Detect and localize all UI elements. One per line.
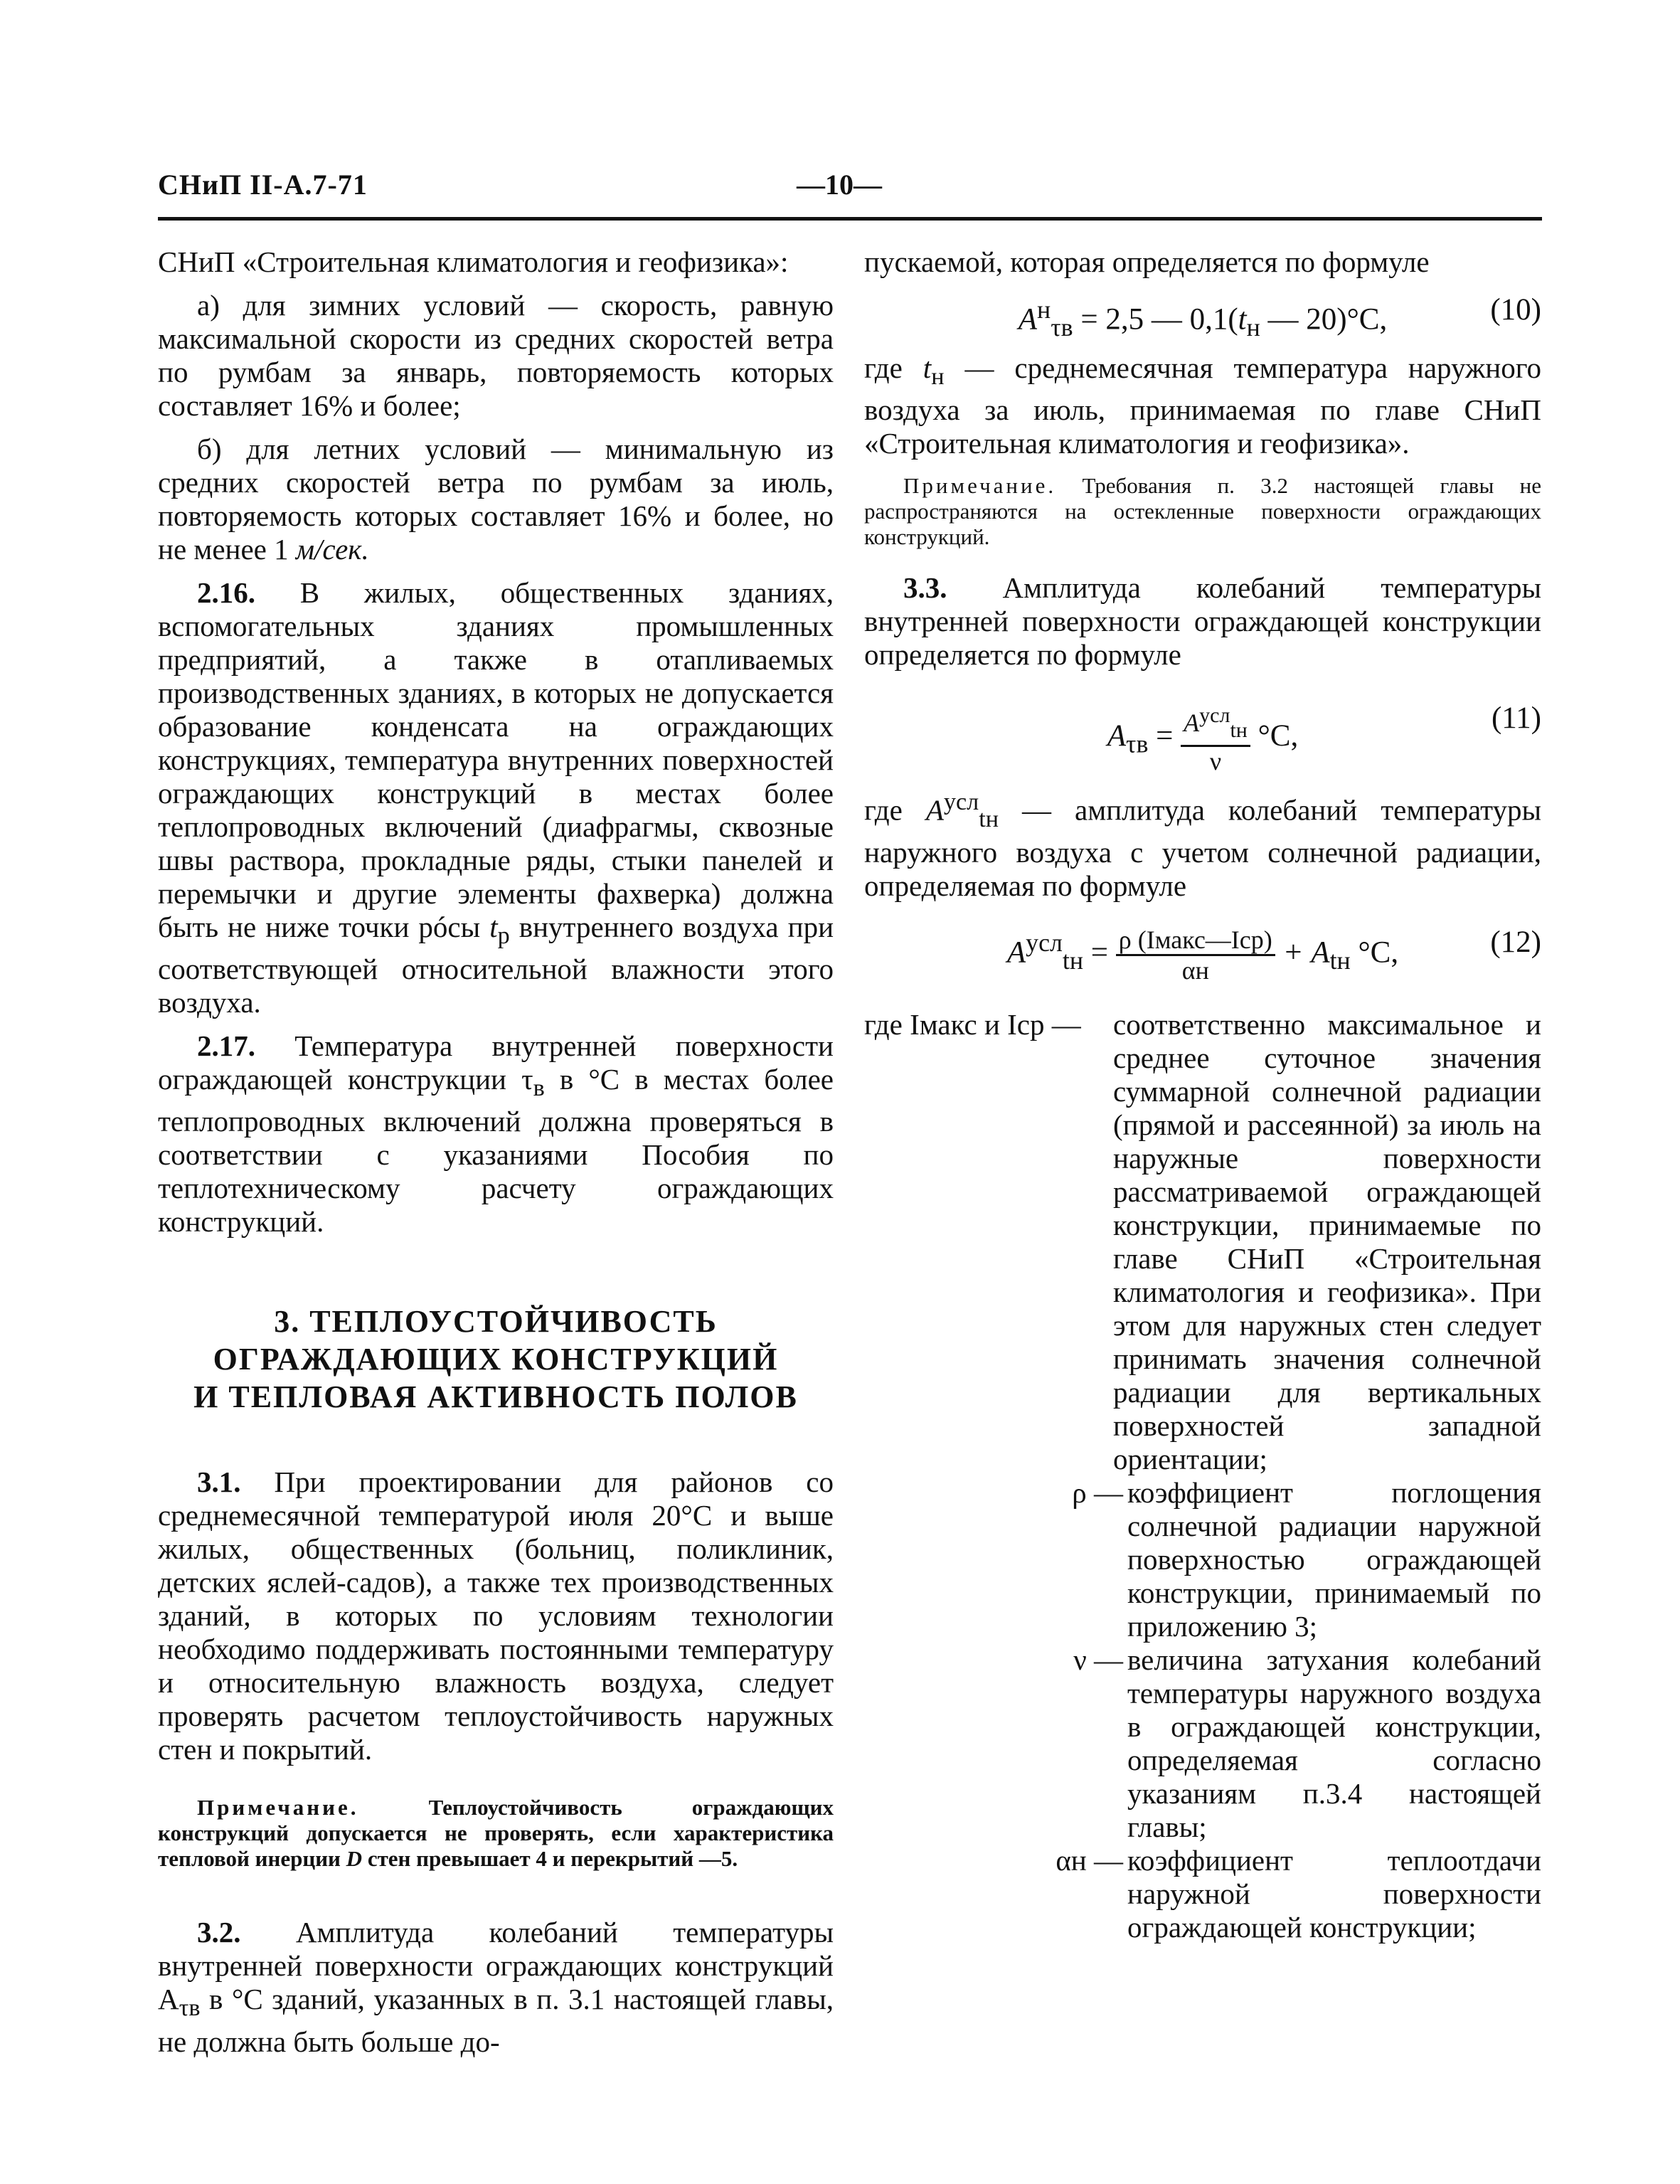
formula-number: (11) (1491, 701, 1541, 736)
formula-sub: tн (1062, 946, 1084, 975)
where-word: где (864, 351, 903, 384)
formula-tail: °С, (1258, 719, 1299, 753)
right-column (864, 245, 1541, 1944)
paragraph-continuation: пускаемой, которая определяется по формуле (864, 245, 1430, 278)
paragraph-3-3 (864, 571, 1541, 672)
clause-text: Амплитуда колебаний температуры внутренней поверхности ограждающих конструкций А (158, 1916, 834, 2016)
clause-text: Температура внутренней поверхности ограждающей конструкции (158, 1029, 834, 1096)
note-label: Примечание. (197, 1795, 359, 1820)
where-symbol: A (925, 793, 944, 827)
note-text: Теплоустойчивость ограждающих конструкций допускается не проверять, если характеристика тепловой инерции (158, 1795, 834, 1872)
formula-eq: = (1156, 719, 1174, 753)
note-glazing (864, 473, 1541, 550)
summer-text: б) для летних условий — минимальную из средних скоростей ветра по румбам за июль, повторяемость которых составляет 16% и более, но не менее 1 (158, 433, 834, 566)
fraction-denominator: ν (1209, 747, 1222, 776)
section-title (158, 1303, 834, 1416)
where-symbol: t (923, 351, 932, 384)
symbol-sub: в (533, 1075, 545, 1102)
paragraph-3-2 (158, 1916, 834, 2058)
definition-body: коэффициент поглощения солнечной радиации наружной поверхностью ограждающей конструкции, принимаемый по приложению 3; (1127, 1476, 1541, 1643)
formula-sup: усл (1026, 928, 1063, 958)
clause-text-cont: в °С зданий, указанных в п. 3.1 настоящей главы, не должна быть больше до- (158, 1983, 834, 2058)
paragraph-where-11 (864, 785, 1541, 903)
formula-tail: — 20)°С, (1260, 302, 1388, 336)
section-title-line: 3. ТЕПЛОУСТОЙЧИВОСТЬ (274, 1304, 718, 1340)
formula-sub: τв (1051, 312, 1073, 341)
symbol-sub: р (497, 923, 510, 950)
formula-12 (864, 916, 1541, 994)
clause-number: 2.17. (197, 1029, 255, 1063)
clause-text-cont: в °С в местах более теплопроводных включений должна проверяться в соответствии с указаниями Пособия по теплотехническому расчету ограждающих конструкций. (158, 1063, 834, 1239)
formula-symbol: A (1006, 935, 1026, 970)
formula-number: (12) (1490, 926, 1541, 960)
formula-fraction (1181, 701, 1250, 775)
symbol-t: t (489, 911, 498, 943)
document-code: СНиП II-А.7-71 (158, 169, 368, 201)
formula-expression (864, 926, 1541, 985)
formula-10 (864, 293, 1541, 339)
numerator-sub: tн (1230, 719, 1248, 743)
clause-number: 3.3. (903, 571, 947, 605)
paragraph-3-1 (158, 1465, 834, 1766)
paragraph-winter: а) для зимних условий — скорость, равную максимальной скорости из средних скоростей ветра по румбам за январь, повторяемость которых составляет 16% и более; (158, 289, 834, 422)
definition-term: ν — (1073, 1643, 1123, 1677)
where-sub: н (931, 364, 945, 391)
symbol-tau: τ (521, 1063, 533, 1096)
definition-item (864, 1844, 1541, 1944)
formula-plus-sub: tн (1329, 946, 1351, 975)
formula-fraction (1116, 926, 1275, 985)
clause-text: При проектировании для районов со среднемесячной температурой июля 20°С и выше жилых, общественных (больниц, поликлиник, детских яслей-садов), а также тех производственных зданий, в которых по условиям технологии необходимо поддерживать постоянными температуру и относительную влажность воздуха, следует проверять расчетом теплоустойчивость наружных стен и покрытий. (158, 1465, 834, 1766)
paragraph-2-16 (158, 576, 834, 1019)
clause-number: 3.2. (197, 1916, 241, 1949)
clause-number: 2.16. (197, 576, 255, 609)
definition-body: величина затухания колебаний температуры наружного воздуха в ограждающей конструкции, определяемая согласно указаниям п.3.4 настоящей главы; (1127, 1643, 1541, 1844)
where-sub: tн (979, 806, 999, 833)
clause-number: 3.1. (197, 1465, 241, 1499)
paragraph-intro: СНиП «Строительная климатология и геофизика»: (158, 245, 789, 278)
formula-plus-term: + A (1282, 935, 1330, 970)
formula-symbol: A (1018, 302, 1038, 336)
left-column (158, 245, 834, 2059)
page-number: —10— (797, 169, 882, 201)
definition-item (864, 1476, 1541, 1643)
formula-rhs: = 2,5 — 0,1( (1080, 302, 1238, 336)
numerator-symbol: A (1184, 709, 1200, 738)
formula-tail: °С, (1358, 935, 1399, 970)
summer-unit: м/сек. (295, 533, 369, 566)
clause-text-cont: внутреннего воздуха при соответствующей относительной влажности этого воздуха. (158, 911, 834, 1019)
clause-text: В жилых, общественных зданиях, вспомогательных зданиях промышленных предприятий, а также в отапливаемых производственных зданиях, в которых не допускается образование конденсата на ограждающих конструкциях, температура внутренних поверхностей ограждающих конструкций в местах более теплопроводных включений (диафрагмы, сквозные швы раствора, прокладные ряды, стыки панелей и перемычки и другие элементы фахверка) должна быть не ниже точки рóсы (158, 576, 834, 943)
paragraph-where-10 (864, 351, 1541, 460)
formula-t: t (1238, 302, 1247, 336)
formula-sup: н (1037, 295, 1051, 324)
fraction-numerator (1181, 701, 1250, 747)
definition-term: где Iмакс и Iср — (864, 1008, 1081, 1041)
formula-expression (864, 293, 1541, 344)
section-title-line: И ТЕПЛОВАЯ АКТИВНОСТЬ ПОЛОВ (193, 1379, 798, 1415)
formula-symbol: A (1107, 719, 1127, 753)
definition-item (864, 1643, 1541, 1844)
formula-number: (10) (1490, 293, 1541, 327)
note-text-cont: стен превышает 4 и перекрытий —5. (367, 1846, 738, 1872)
definitions-list (864, 1008, 1541, 1944)
definition-item (864, 1008, 1541, 1476)
definition-term: ρ — (1072, 1476, 1123, 1510)
formula-11 (864, 686, 1541, 776)
formula-t-sub: н (1246, 312, 1260, 341)
header-rule (158, 217, 1542, 221)
paragraph-2-17 (158, 1029, 834, 1239)
definition-body: коэффициент теплоотдачи наружной поверхности ограждающей конструкции; (1127, 1844, 1541, 1944)
note-text: Требования п. 3.2 настоящей главы не распространяются на остекленные поверхности ограждающих конструкций. (864, 473, 1541, 550)
symbol-d: D (346, 1846, 363, 1872)
note-label: Примечание. (903, 473, 1057, 499)
where-text: — среднемесячная температура наружного воздуха за июль, принимаемая по главе СНиП «Строительная климатология и геофизика». (864, 351, 1542, 460)
symbol-sub: τв (179, 1995, 201, 2022)
fraction-denominator: αн (1181, 956, 1209, 985)
formula-sub: τв (1126, 729, 1149, 758)
paragraph-summer (158, 433, 834, 566)
clause-text: Амплитуда колебаний температуры внутренней поверхности ограждающей конструкции определяется по формуле (864, 571, 1541, 672)
where-word: где (864, 793, 903, 827)
where-text: — амплитуда колебаний температуры наружного воздуха с учетом солнечной радиации, определяемая по формуле (864, 793, 1542, 903)
formula-expression (864, 701, 1541, 775)
where-sup: усл (943, 789, 979, 816)
definition-term: αн — (1056, 1844, 1123, 1877)
note-thermal-stability (158, 1795, 834, 1872)
definition-body: соответственно максимальное и среднее суточное значения суммарной солнечной радиации (прямой и рассеянной) за июль на наружные поверхности рассматриваемой ограждающей конструкции, принимаемые по главе СНиП «Строительная климатология и геофизика». При этом для наружных стен следует принимать значения солнечной радиации для вертикальных поверхностей западной ориентации; (1113, 1008, 1541, 1476)
formula-eq: = (1090, 935, 1109, 970)
fraction-numerator: ρ (Iмакс—Iср) (1116, 926, 1275, 956)
section-title-line: ОГРАЖДАЮЩИХ КОНСТРУКЦИЙ (213, 1342, 779, 1377)
numerator-sup: усл (1199, 704, 1230, 728)
